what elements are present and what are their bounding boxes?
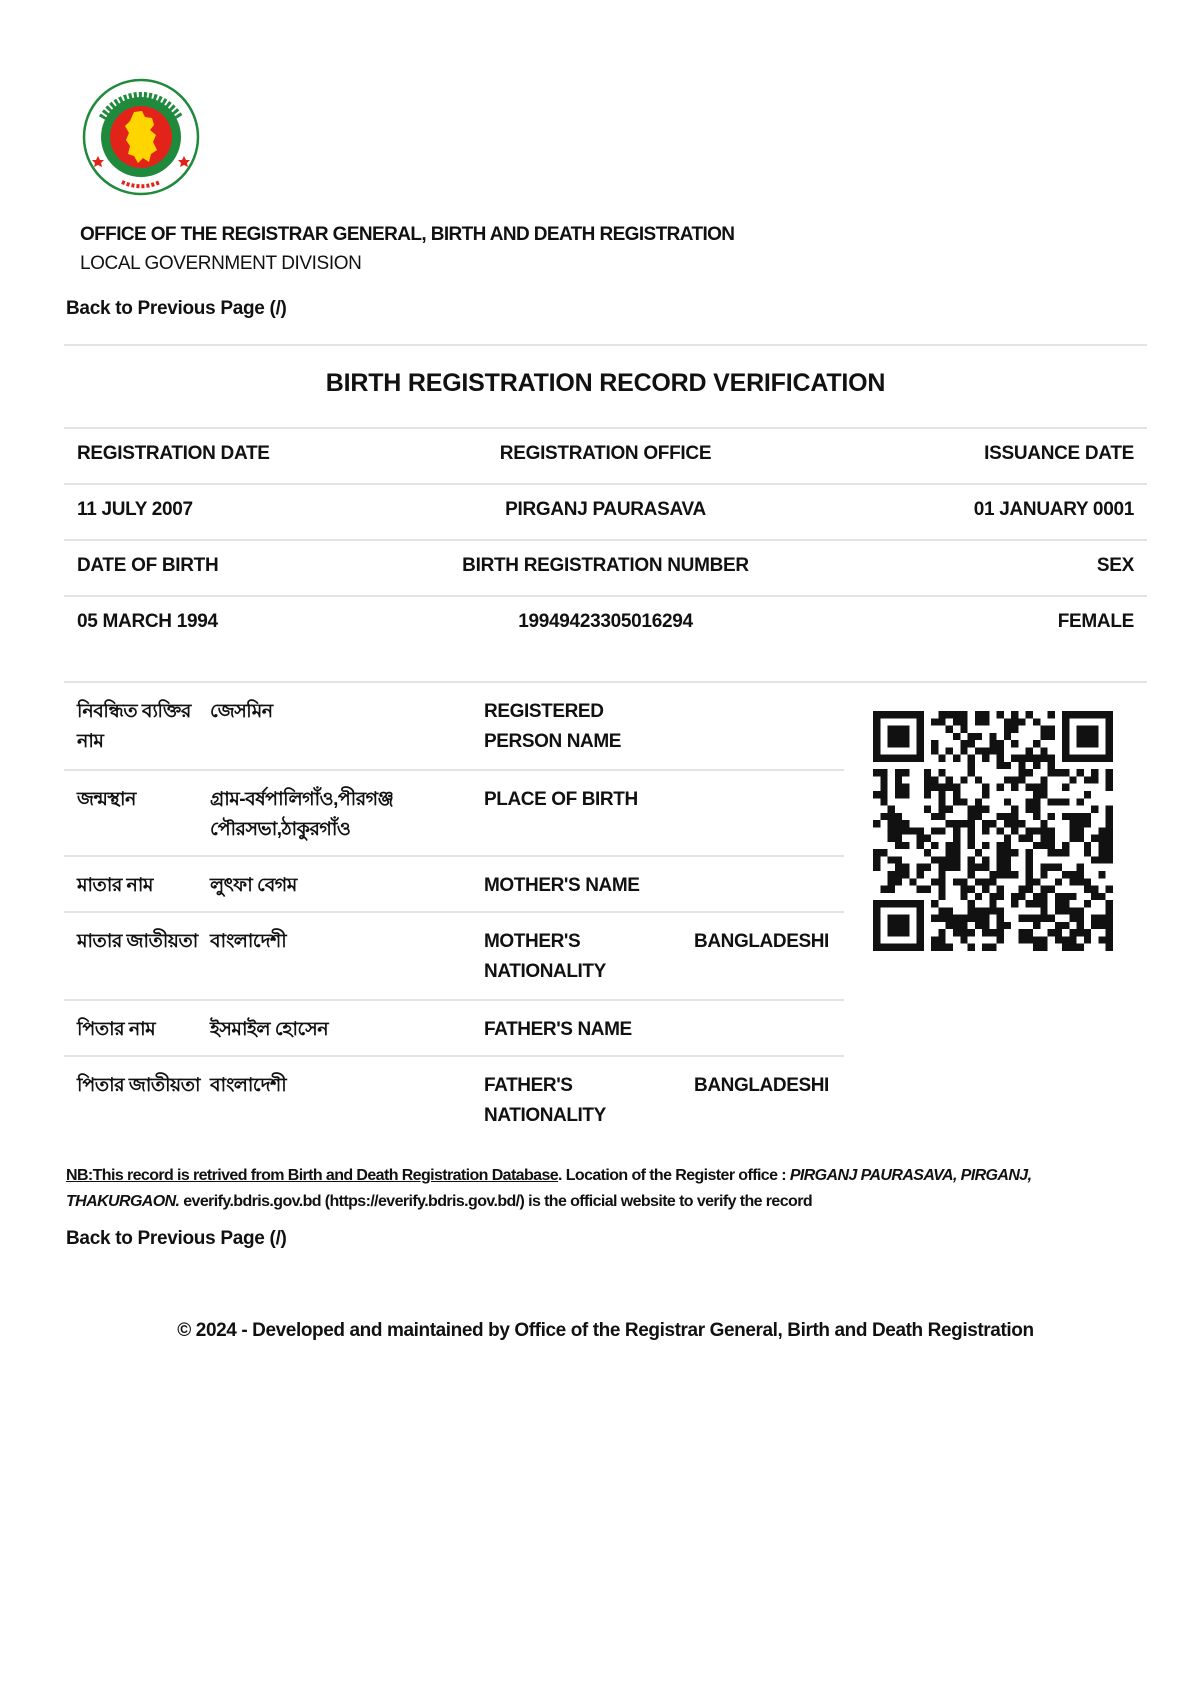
birth-registration-number-value: 19949423305016294 [518, 611, 693, 632]
birth-registration-number-label: BIRTH REGISTRATION NUMBER [462, 555, 749, 576]
record-row [64, 857, 844, 911]
date-of-birth-value: 05 MARCH 1994 [77, 611, 218, 632]
bangla-label: নিবন্ধিত ব্যক্তির নাম [77, 701, 191, 752]
bangla-label: জন্মস্থান [77, 789, 136, 810]
page-title: BIRTH REGISTRATION RECORD VERIFICATION [325, 369, 886, 397]
bangla-value: জেসমিন [210, 701, 273, 722]
summary-labels-row-2 [64, 541, 1147, 595]
record-row [64, 771, 844, 855]
bangla-value: বাংলাদেশী [210, 931, 287, 952]
divider [64, 344, 1147, 346]
note-database-text: NB:This record is retrived from Birth and Death Registration Database [66, 1167, 559, 1184]
sex-value: FEMALE [1057, 611, 1134, 632]
date-of-birth-label: DATE OF BIRTH [77, 555, 219, 576]
record-row [64, 1057, 844, 1143]
note-office-location: PIRGANJ PAURASAVA, PIRGANJ, THAKURGAON. [66, 1167, 1032, 1210]
record-row [64, 913, 844, 999]
bangla-value: গ্রাম-বর্ষপালিগাঁও,পীরগঞ্জ পৌরসভা,ঠাকুরগাঁও [210, 789, 394, 840]
back-to-previous-page-link[interactable]: Back to Previous Page (/) [66, 1228, 287, 1249]
bangla-value: ইসমাইল হোসেন [210, 1019, 329, 1040]
bangla-value: বাংলাদেশী [210, 1075, 287, 1096]
bangladesh-government-seal-icon [82, 78, 200, 196]
registration-date-label: REGISTRATION DATE [77, 443, 270, 464]
footer-copyright: © 2024 - Developed and maintained by Office of the Registrar General, Birth and Death Registration [177, 1320, 1034, 1341]
sex-label: SEX [1096, 555, 1134, 576]
english-label: MOTHER'S NATIONALITY [484, 931, 606, 982]
bangla-value: লুৎফা বেগম [210, 875, 297, 896]
bangla-label: পিতার নাম [77, 1019, 156, 1040]
english-value: BANGLADESHI [694, 1075, 829, 1096]
office-title: OFFICE OF THE REGISTRAR GENERAL, BIRTH AND DEATH REGISTRATION [80, 224, 735, 245]
qr-code-icon [873, 711, 1113, 951]
division-title: LOCAL GOVERNMENT DIVISION [80, 253, 362, 274]
issuance-date-value: 01 JANUARY 0001 [973, 499, 1134, 520]
registration-office-value: PIRGANJ PAURASAVA [505, 499, 706, 520]
note-website-text: everify.bdris.gov.bd (https://everify.bdris.gov.bd/) is the official website to verify the record [179, 1193, 812, 1210]
note-location-prefix: . Location of the Register office : [558, 1167, 790, 1184]
bangla-label: মাতার নাম [77, 875, 153, 896]
registration-office-label: REGISTRATION OFFICE [499, 443, 712, 464]
english-label: FATHER'S NAME [484, 1019, 632, 1040]
summary-labels-row-1 [64, 429, 1147, 483]
bangla-label: মাতার জাতীয়তা [77, 931, 198, 952]
registration-date-value: 11 JULY 2007 [77, 499, 193, 520]
record-row [64, 683, 844, 769]
summary-values-row-2 [64, 597, 1147, 651]
bangla-label: পিতার জাতীয়তা [77, 1075, 200, 1096]
issuance-date-label: ISSUANCE DATE [984, 443, 1134, 464]
english-label: FATHER'S NATIONALITY [484, 1075, 606, 1126]
english-label: REGISTERED PERSON NAME [484, 701, 622, 752]
back-to-previous-page-link[interactable]: Back to Previous Page (/) [66, 298, 287, 319]
english-label: PLACE OF BIRTH [484, 789, 638, 810]
verification-note [66, 1163, 1146, 1215]
english-value: BANGLADESHI [694, 931, 829, 952]
summary-values-row-1 [64, 485, 1147, 539]
english-label: MOTHER'S NAME [484, 875, 640, 896]
record-row [64, 1001, 844, 1055]
